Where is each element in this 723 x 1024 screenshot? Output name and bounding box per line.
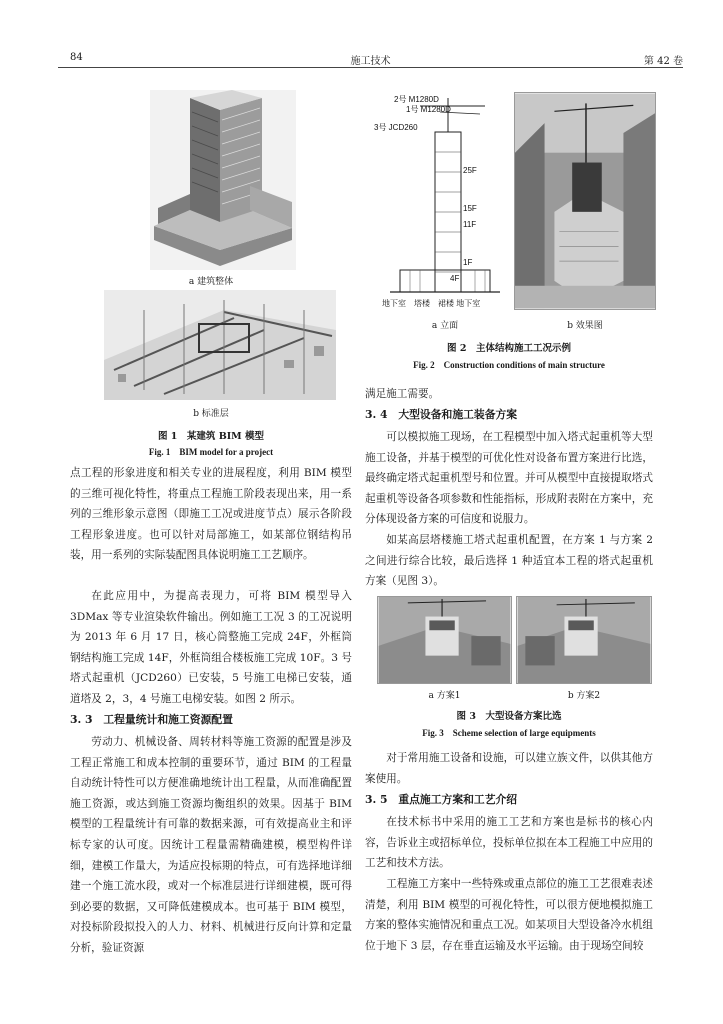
figure-1a-building-model <box>150 90 296 270</box>
right-paragraph-5: 工程施工方案中一些特殊或重点部位的施工工艺很难表述清楚，利用 BIM 模型的可视化特性，可以很方便地模拟施工方案的整体实施情况和重点工况。如某项目大型设备冷水机组位于地下 3 层，存在垂直运输及水平运输。由于现场空间较 <box>365 878 653 952</box>
figure-3-caption-en: Fig. 3 Scheme selection of large equipments <box>422 728 596 738</box>
label-floor-11: 11F <box>463 220 477 229</box>
figure-1-caption-cn: 图 1 某建筑 BIM 模型 <box>157 431 265 442</box>
section-3-5-heading: 3. 5 重点施工方案和工艺介绍 <box>365 793 518 806</box>
left-paragraph-3: 劳动力、机械设备、周转材料等施工资源的配置是涉及工程正常施工和成本控制的重要环节，通过 BIM 的工程量自动统计特性可以方便准确地统计出工程量，从而准确配置施工资源，或达到施工资源均衡组织的效果。因基于 BIM 模型的工程量统计有可靠的数据来源，可有效提高业主和评标专家的认可度。因统计工程量需精确建模，模型构件详细，建模工作量大，为适应投标期的特点，可有选择地详细建一个施工流水段，或对一个标准层进行详细建模，既可得到必要的数据，又可降低建模成本。也可基于 BIM 模型，对投标阶段拟投入的人力、材料、机械进行反向计算和定量分析，验证资源 <box>70 736 352 954</box>
right-paragraph-3: 对于常用施工设备和设施，可以建立族文件，以供其他方案使用。 <box>365 752 653 785</box>
building-model-drawing <box>150 90 296 270</box>
section-3-3-heading: 3. 3 工程量统计和施工资源配置 <box>70 713 233 726</box>
figure-2-caption-en: Fig. 2 Construction conditions of main structure <box>413 360 605 370</box>
journal-name: 施工技术 <box>350 56 391 67</box>
standard-floor-drawing <box>104 290 336 400</box>
label-crane-2: 2号 M1280D <box>394 95 439 104</box>
figure-2-caption-cn: 图 2 主体结构施工工况示例 <box>447 343 571 354</box>
scheme-2-drawing <box>517 597 651 683</box>
rendering-drawing <box>515 93 655 309</box>
page-header <box>58 48 683 68</box>
figure-3a-scheme-1 <box>377 596 512 684</box>
figure-1-caption-en: Fig. 1 BIM model for a project <box>148 447 274 457</box>
figure-2b-subcaption: b 效果图 <box>567 321 603 331</box>
figure-3-caption-cn: 图 3 大型设备方案比选 <box>456 711 562 722</box>
right-paragraph-1: 可以模拟施工现场，在工程模型中加入塔式起重机等大型施工设备，并基于模型的可优化性对设备布置方案进行比选，最终确定塔式起重机型号和位置。并可从模型中直接提取塔式起重机等设备各项参数和性能指标，形成附表附在方案中，充分体现设备方案的可信度和说服力。 <box>365 431 653 526</box>
figure-1b-subcaption: b 标准层 <box>193 409 229 419</box>
label-floor-4: 4F <box>450 274 460 283</box>
label-floor-25: 25F <box>463 166 477 175</box>
left-paragraph-1: 点工程的形象进度和相关专业的进展程度，利用 BIM 模型的三维可视化特性，将重点工程施工阶段表现出来，用一系列的三维形象示意图（即施工工况或进度节点）展示各阶段工程形象进度。也可以针对局部施工，如某部位钢结构吊装，用一系列的实际装配图具体说明施工工艺顺序。 <box>70 467 352 562</box>
label-crane-1: 1号 M1280D <box>406 105 451 114</box>
figure-1b-standard-floor <box>104 290 336 400</box>
figure-2b-rendering <box>514 92 656 310</box>
figure-3b-subcaption: b 方案2 <box>567 691 601 701</box>
right-paragraph-0: 满足施工需要。 <box>365 388 440 400</box>
scheme-1-drawing <box>378 597 511 683</box>
figure-1a-subcaption: a 建筑整体 <box>188 277 234 287</box>
label-floor-1: 1F <box>463 258 473 267</box>
volume-number: 第 42 卷 <box>643 56 683 67</box>
right-paragraph-4: 在技术标书中采用的施工工艺和方案也是标书的核心内容，告诉业主或招标单位，投标单位拟在本工程施工中应用的工艺和技术方法。 <box>365 816 653 870</box>
label-bottom-zones: 地下室 塔楼 裙楼 地下室 <box>382 299 481 308</box>
label-crane-3: 3号 JCD260 <box>374 123 418 132</box>
right-paragraph-2: 如某高层塔楼施工塔式起重机配置，在方案 1 与方案 2 之间进行综合比较，最后选择 1 种适宜本工程的塔式起重机方案（见图 3）。 <box>365 534 653 588</box>
figure-3b-scheme-2 <box>516 596 652 684</box>
section-3-4-heading: 3. 4 大型设备和施工装备方案 <box>365 408 518 421</box>
figure-2a-subcaption: a 立面 <box>431 321 459 331</box>
label-floor-15: 15F <box>463 204 477 213</box>
figure-2a-elevation <box>374 92 510 310</box>
left-paragraph-2: 在此应用中，为提高表现力，可将 BIM 模型导入 3DMax 等专业渲染软件输出。例如施工工况 3 的工况说明为 2013 年 6 月 17 日，核心筒整施工完成 24F，外框筒钢结构施工完成 14F，外框筒组合楼板施工完成 10F。3 号塔式起重机（JCD260）已安装，5 号施工电梯已安装，通道塔及 2，3，4 号施工电梯安装。如图 2 所示。 <box>70 590 352 705</box>
page-number: 84 <box>70 52 83 63</box>
figure-3a-subcaption: a 方案1 <box>428 691 461 701</box>
